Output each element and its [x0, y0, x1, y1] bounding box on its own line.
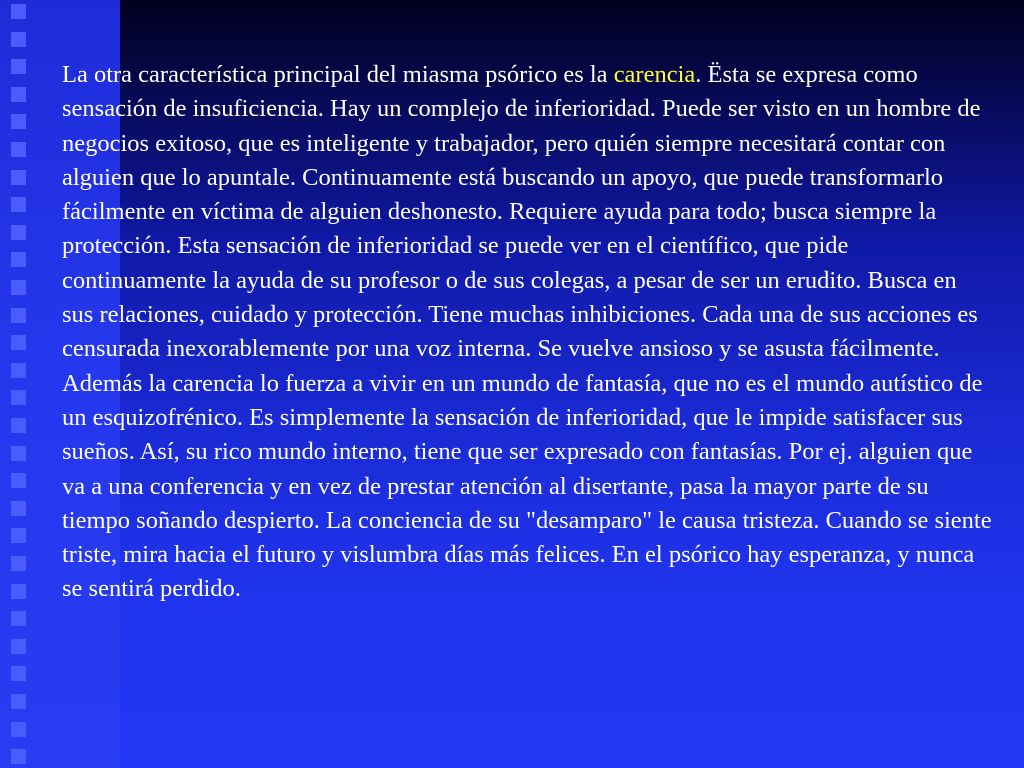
decorative-square: [11, 197, 26, 212]
decorative-square-column: [0, 0, 30, 768]
decorative-square: [11, 363, 26, 378]
decorative-square: [11, 114, 26, 129]
paragraph-1-start: La otra característica principal del miasma psórico es la: [62, 61, 614, 88]
decorative-square: [11, 4, 26, 19]
decorative-square: [11, 694, 26, 709]
decorative-square: [11, 390, 26, 405]
decorative-square: [11, 446, 26, 461]
decorative-square: [11, 584, 26, 599]
paragraph-1: [62, 58, 992, 367]
decorative-square: [11, 639, 26, 654]
decorative-square: [11, 280, 26, 295]
decorative-square: [11, 170, 26, 185]
decorative-square: [11, 59, 26, 74]
decorative-square: [11, 722, 26, 737]
decorative-square: [11, 142, 26, 157]
decorative-square: [11, 749, 26, 764]
slide-body-text: [62, 58, 992, 607]
decorative-square: [11, 473, 26, 488]
highlighted-word-carencia: carencia: [613, 61, 696, 88]
decorative-square: [11, 32, 26, 47]
decorative-square: [11, 87, 26, 102]
decorative-square: [11, 611, 26, 626]
decorative-square: [11, 666, 26, 681]
decorative-square: [11, 252, 26, 267]
decorative-square: [11, 225, 26, 240]
decorative-square: [11, 335, 26, 350]
paragraph-1-rest: . Ësta se expresa como sensación de insuficiencia. Hay un complejo de inferioridad. Puede ser visto en un hombre de negocios exitoso, que es inteligente y trabajador, pero quién siempre necesitará contar con alguien que lo apuntale. Continuamente está buscando un apoyo, que puede transformarlo fácilmente en víctima de alguien deshonesto. Requiere ayuda para todo; busca siempre la protección. Esta sensación de inferioridad se puede ver en el científico, que pide continuamente la ayuda de su profesor o de sus colegas, a pesar de ser un erudito. Busca en sus relaciones, cuidado y protección. Tiene muchas inhibiciones. Cada una de sus acciones es censurada inexorablemente por una voz interna. Se vuelve ansioso y se asusta fácilmente.: [62, 61, 981, 363]
decorative-square: [11, 308, 26, 323]
decorative-square: [11, 418, 26, 433]
decorative-square: [11, 528, 26, 543]
decorative-square: [11, 556, 26, 571]
decorative-square: [11, 501, 26, 516]
paragraph-2: Además la carencia lo fuerza a vivir en un mundo de fantasía, que no es el mundo autístico de un esquizofrénico. Es simplemente la sensación de inferioridad, que le impide satisfacer sus sueños. Así, su rico mundo interno, tiene que ser expresado con fantasías. Por ej. alguien que va a una conferencia y en vez de prestar atención al disertante, pasa la mayor parte de su tiempo soñando despierto. La conciencia de su "desamparo" le causa tristeza. Cuando se siente triste, mira hacia el futuro y vislumbra días más felices. En el psórico hay esperanza, y nunca se sentirá perdido.: [62, 369, 992, 603]
